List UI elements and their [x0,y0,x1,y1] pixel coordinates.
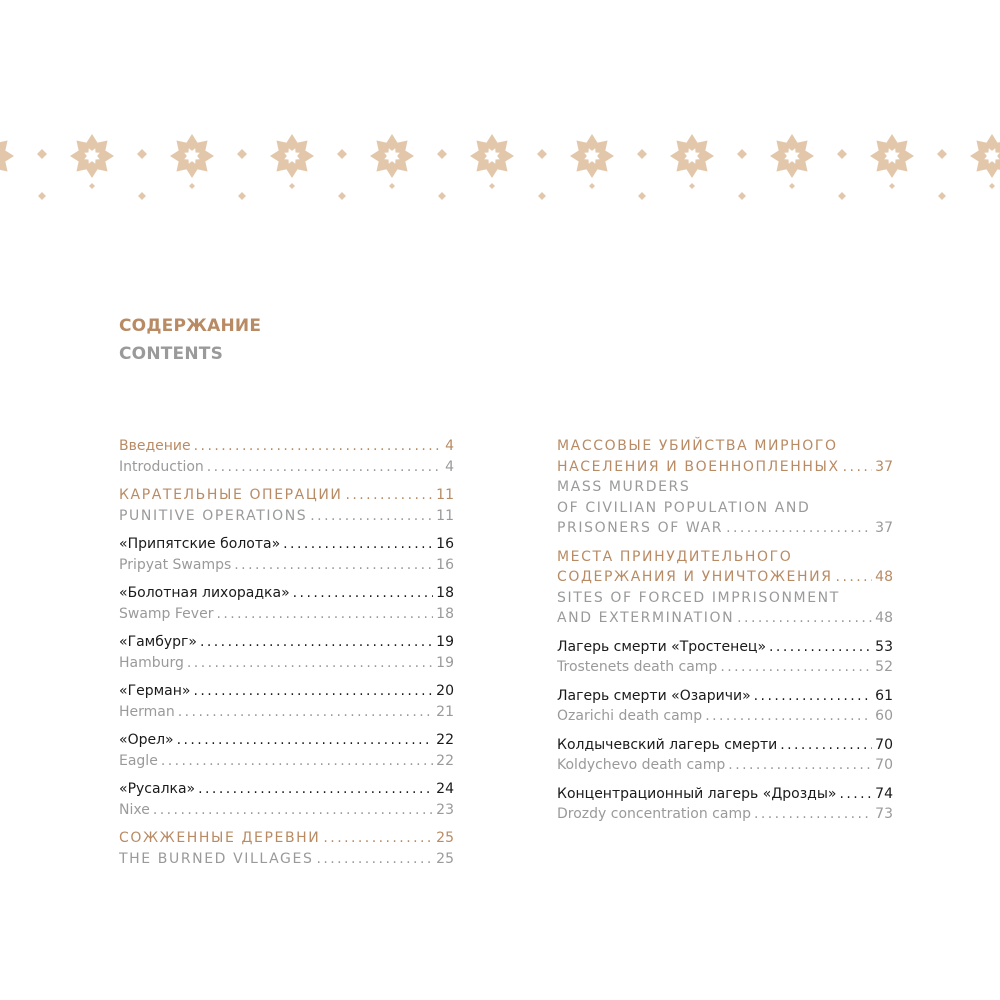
page-number: 25 [436,850,454,867]
dot-leader [836,569,873,585]
page-number: 11 [436,487,454,503]
page-number: 70 [875,736,893,753]
page-number: 21 [436,703,454,720]
snowflake-ornament-icon [870,134,914,178]
dot-leader [754,688,873,704]
toc-entry-en[interactable] [119,704,454,725]
dot-leader [780,737,872,753]
toc-entry [557,688,893,729]
toc-entry-ru[interactable] [119,683,454,704]
toc-entry [119,781,454,822]
toc-entry [119,487,454,528]
dot-leader [720,659,872,675]
page-number: 52 [875,659,893,675]
snowflake-ornament-icon [70,134,114,178]
snowflake-ornament-icon [170,134,214,178]
page-number: 18 [436,605,454,622]
toc-entry [119,634,454,675]
toc-entry-ru[interactable] [557,688,893,709]
entry-title: Лагерь смерти «Тростенец» [557,638,767,655]
entry-title: Introduction [119,458,204,475]
entry-title: «Орел» [119,732,174,748]
entry-title: Drozdy concentration camp [557,806,751,822]
toc-entry-ru[interactable] [119,830,454,851]
entry-title-line: MASS MURDERS [557,479,691,495]
toc-entry [557,438,893,541]
page-number: 22 [436,732,454,748]
toc-entry-ru[interactable] [557,737,893,758]
dot-leader [177,732,434,748]
diamond-ornament-icon [838,192,846,200]
dot-leader [207,459,442,475]
toc-entry-en[interactable] [119,508,454,529]
toc-entry-en[interactable] [119,459,454,480]
dot-leader [187,655,433,671]
toc-entry-en[interactable] [119,557,454,578]
toc-entry-ru[interactable] [557,459,893,480]
diamond-ornament-icon [737,149,747,159]
toc-entry-ru[interactable] [557,639,893,660]
dot-leader [194,438,442,454]
page-number: 19 [436,634,454,650]
dot-leader [316,851,433,867]
entry-title: НАСЕЛЕНИЯ И ВОЕННОПЛЕННЫХ [557,458,840,475]
page-number: 11 [436,507,454,524]
toc-entry-en[interactable] [557,806,893,827]
diamond-ornament-icon [538,192,546,200]
toc-entry-ru[interactable] [119,781,454,802]
entry-title: Herman [119,703,175,720]
dot-leader [737,610,872,626]
toc-entry-en[interactable] [119,851,454,872]
page-number: 18 [436,585,454,601]
entry-title: «Припятские болота» [119,536,281,552]
diamond-ornament-icon [237,149,247,159]
dot-leader [161,753,433,769]
diamond-ornament-icon [238,192,246,200]
toc-entry-ru[interactable] [119,634,454,655]
toc-entry [119,536,454,577]
toc-entry-ru[interactable] [119,438,454,459]
diamond-ornament-icon [889,183,895,189]
page-number: 4 [445,438,454,454]
toc-entry-ru[interactable] [119,585,454,606]
diamond-ornament-icon [589,183,595,189]
toc-entry [557,639,893,680]
diamond-ornament-icon [89,183,95,189]
dot-leader [193,683,433,699]
entry-title: «Русалка» [119,781,196,797]
entry-title: Koldychevo death camp [557,757,726,773]
toc-entry [557,786,893,827]
diamond-ornament-icon [489,183,495,189]
entry-title: PUNITIVE OPERATIONS [119,507,308,524]
snowflake-ornament-icon [270,134,314,178]
page-number: 53 [875,638,893,655]
entry-title: Концентрационный лагерь «Дрозды» [557,785,837,802]
toc-entry-en[interactable] [557,520,893,541]
entry-title-line: OF CIVILIAN POPULATION AND [557,499,811,516]
entry-title: СОЖЖЕННЫЕ ДЕРЕВНИ [119,830,321,846]
snowflake-ornament-icon [970,134,1000,178]
dot-leader [153,802,433,818]
toc-entry [119,683,454,724]
contents-heading [119,312,261,368]
snowflake-ornament-icon [370,134,414,178]
dot-leader [728,757,872,773]
page-number: 23 [436,801,454,818]
page-number: 16 [436,556,454,573]
diamond-ornament-icon [338,192,346,200]
toc-entry-ru[interactable] [557,569,893,590]
dot-leader [323,830,433,846]
diamond-ornament-icon [337,149,347,159]
diamond-ornament-icon [989,183,995,189]
dot-leader [200,634,433,650]
dot-leader [769,639,872,655]
contents-title-en: CONTENTS [119,344,224,364]
ornament-border-graphic [0,128,1000,208]
toc-entry [119,585,454,626]
diamond-ornament-icon [389,183,395,189]
entry-title: КАРАТЕЛЬНЫЕ ОПЕРАЦИИ [119,487,343,503]
snowflake-ornament-icon [470,134,514,178]
dot-leader [216,606,433,622]
toc-entry [119,438,454,479]
entry-title: Лагерь смерти «Озаричи» [557,687,751,704]
entry-title: PRISONERS OF WAR [557,520,724,536]
page-number: 60 [875,708,893,724]
toc-entry-en[interactable] [119,753,454,774]
entry-title: Введение [119,438,191,454]
diamond-ornament-icon [738,192,746,200]
toc-entry-ru[interactable] [557,786,893,807]
page-number: 25 [436,830,454,846]
snowflake-ornament-icon [670,134,714,178]
diamond-ornament-icon [638,192,646,200]
dot-leader [178,704,433,720]
entry-title: Trostenets death camp [557,659,718,675]
dot-leader [839,786,872,802]
toc-left-column [119,438,454,879]
page-number: 61 [875,687,893,704]
diamond-ornament-icon [637,149,647,159]
diamond-ornament-icon [537,149,547,159]
toc-entry-ru[interactable] [119,732,454,753]
toc-entry-en[interactable] [119,655,454,676]
diamond-ornament-icon [937,149,947,159]
page-number: 70 [875,757,893,773]
toc-entry-en[interactable] [557,610,893,631]
page-number: 19 [436,654,454,671]
entry-title-line: МЕСТА ПРИНУДИТЕЛЬНОГО [557,548,793,565]
diamond-ornament-icon [189,183,195,189]
entry-title: «Герман» [119,683,191,699]
snowflake-ornament-icon [0,134,14,178]
page-number: 4 [445,458,454,475]
toc-entry-en[interactable] [119,802,454,823]
page-number: 16 [436,536,454,552]
toc-right-column [557,438,893,835]
entry-title-line: SITES OF FORCED IMPRISONMENT [557,589,840,606]
page-number: 37 [875,458,893,475]
diamond-ornament-icon [37,149,47,159]
page-number: 22 [436,752,454,769]
page-number: 74 [875,785,893,802]
toc-entry-en[interactable] [119,606,454,627]
page-number: 48 [875,610,893,626]
toc-entry-ru[interactable] [119,536,454,557]
diamond-ornament-icon [38,192,46,200]
entry-title: Pripyat Swamps [119,556,232,573]
entry-title: Swamp Fever [119,605,214,622]
page-number: 37 [875,520,893,536]
toc-entry-en[interactable] [557,757,893,778]
dot-leader [283,536,433,552]
entry-title: СОДЕРЖАНИЯ И УНИЧТОЖЕНИЯ [557,569,833,585]
dot-leader [705,708,872,724]
dot-leader [726,520,872,536]
entry-title: «Гамбург» [119,634,197,650]
diamond-ornament-icon [138,192,146,200]
entry-title: Hamburg [119,654,184,671]
dot-leader [293,585,434,601]
toc-entry-ru[interactable] [119,487,454,508]
toc-entry [119,732,454,773]
entry-title: Колдычевский лагерь смерти [557,736,778,753]
entry-title-line: МАССОВЫЕ УБИЙСТВА МИРНОГО [557,438,838,454]
toc-entry-en[interactable] [557,659,893,680]
snowflake-ornament-icon [770,134,814,178]
page-number: 73 [875,806,893,822]
diamond-ornament-icon [689,183,695,189]
diamond-ornament-icon [438,192,446,200]
ornament-border [0,128,1000,208]
toc-entry [557,549,893,631]
page-number: 48 [875,569,893,585]
dot-leader [843,459,873,475]
entry-title: Ozarichi death camp [557,708,703,724]
dot-leader [234,557,433,573]
diamond-ornament-icon [938,192,946,200]
diamond-ornament-icon [789,183,795,189]
toc-entry [119,830,454,871]
snowflake-ornament-icon [570,134,614,178]
dot-leader [345,487,433,503]
toc-entry-en[interactable] [557,708,893,729]
entry-title: AND EXTERMINATION [557,610,735,626]
dot-leader [198,781,433,797]
dot-leader [754,806,872,822]
diamond-ornament-icon [837,149,847,159]
diamond-ornament-icon [437,149,447,159]
entry-title: «Болотная лихорадка» [119,585,290,601]
page-number: 20 [436,683,454,699]
contents-title-ru: СОДЕРЖАНИЕ [119,316,262,336]
page-number: 24 [436,781,454,797]
entry-title: THE BURNED VILLAGES [119,850,314,867]
entry-title: Eagle [119,752,158,769]
toc-entry [557,737,893,778]
entry-title: Nixe [119,801,150,818]
diamond-ornament-icon [289,183,295,189]
dot-leader [310,508,433,524]
diamond-ornament-icon [137,149,147,159]
